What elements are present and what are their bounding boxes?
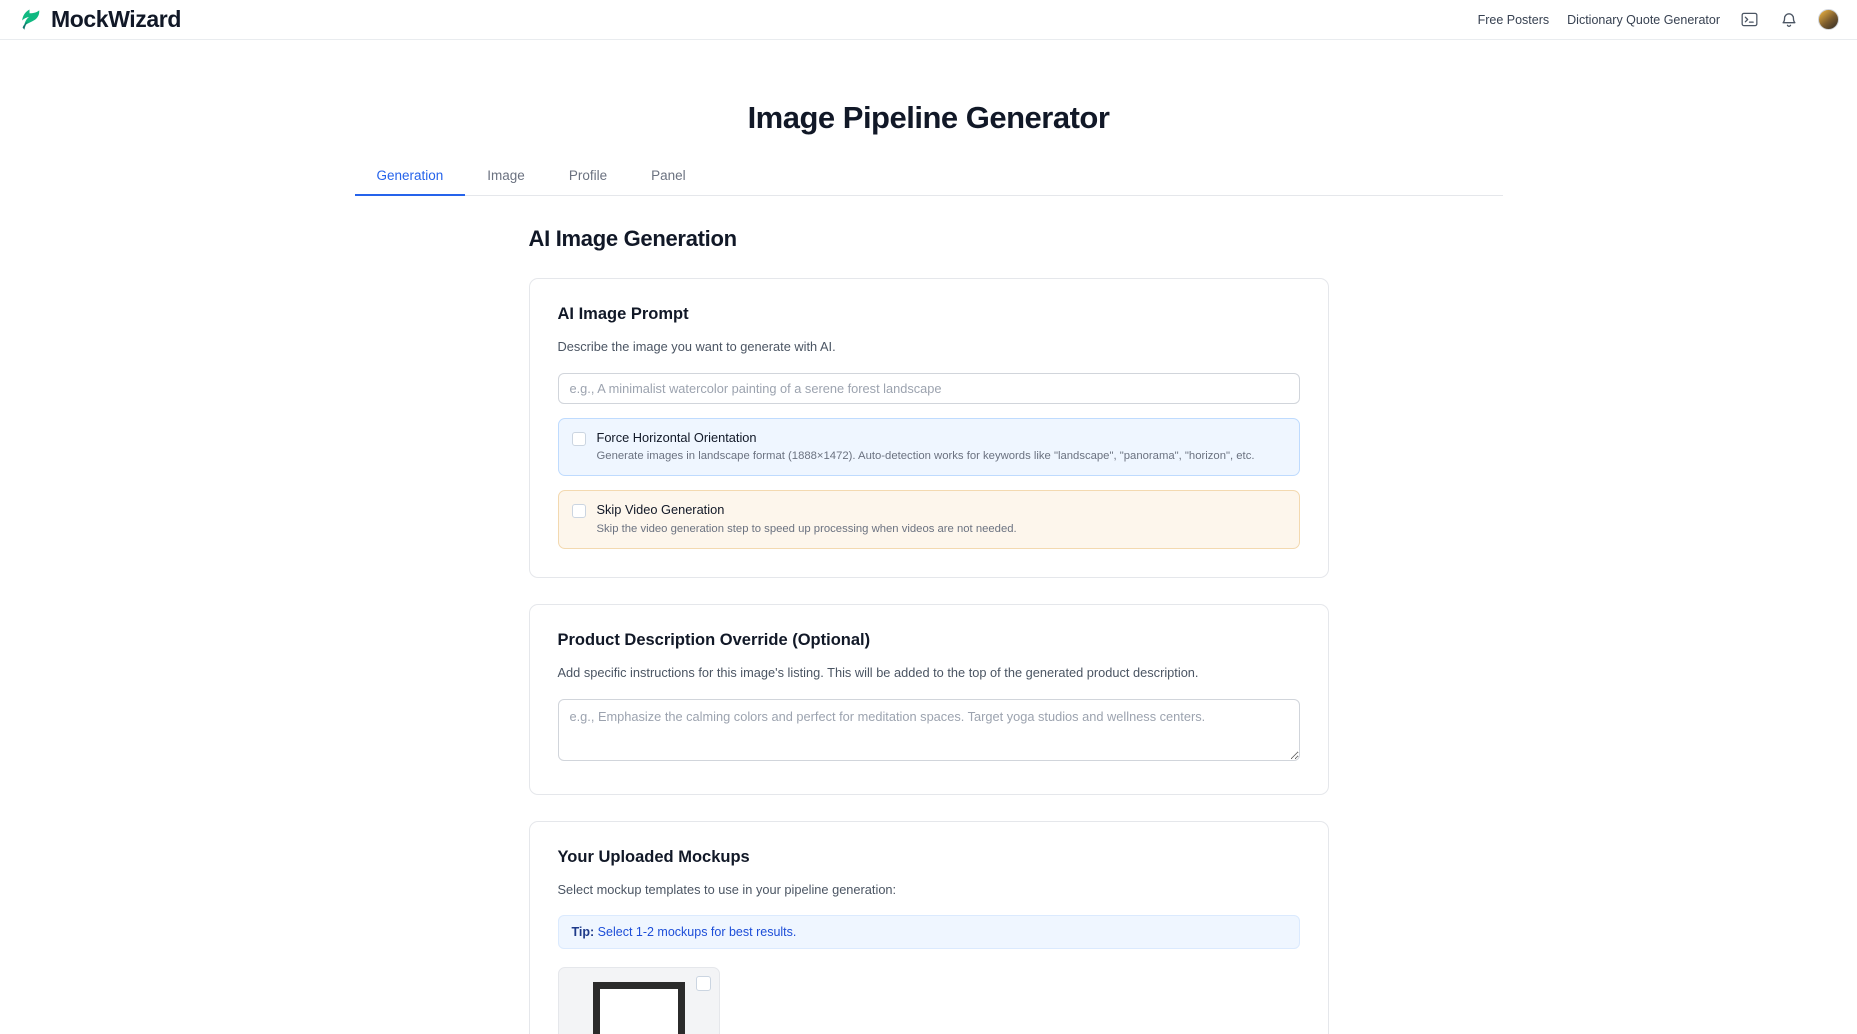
bell-icon[interactable]	[1778, 10, 1800, 30]
ai-image-prompt-card	[529, 278, 1329, 578]
uploaded-mockups-description: Select mockup templates to use in your pipeline generation:	[557, 881, 897, 897]
ai-image-prompt-description: Describe the image you want to generate with AI.	[557, 339, 836, 354]
force-horizontal-label: Force Horizontal Orientation	[596, 429, 757, 445]
force-horizontal-help: Generate images in landscape format (1888×1472). Auto-detection works for keywords like "landscape", "panorama", "horizon", etc.	[596, 450, 1255, 463]
ai-image-prompt-title: AI Image Prompt	[557, 305, 689, 323]
main-content	[529, 196, 1329, 1034]
top-navigation-bar	[0, 0, 1857, 40]
nav-link-free-posters[interactable]: Free Posters	[1477, 12, 1550, 27]
nav-right-group	[1478, 9, 1839, 30]
product-description-override-textarea[interactable]	[558, 699, 1300, 761]
tab-image[interactable]: Image	[465, 168, 547, 196]
product-description-override-description: Add specific instructions for this image's listing. This will be added to the top of the generated product description.	[557, 665, 1199, 681]
ai-prompt-input[interactable]	[558, 373, 1300, 404]
wizard-bolt-logo-icon	[18, 8, 42, 32]
option-skip-video-generation[interactable]	[558, 490, 1300, 549]
tab-bar	[355, 168, 1503, 196]
mockup-thumbnail-1[interactable]	[558, 967, 720, 1034]
section-title-ai-image-generation: AI Image Generation	[528, 226, 737, 251]
tab-panel[interactable]: Panel	[629, 168, 708, 196]
terminal-icon[interactable]	[1738, 10, 1760, 30]
brand-name: MockWizard	[51, 6, 181, 32]
brand-logo-group[interactable]	[18, 6, 181, 33]
skip-video-label: Skip Video Generation	[596, 502, 725, 518]
skip-video-checkbox[interactable]	[572, 504, 586, 518]
page-root	[0, 40, 1857, 1034]
page-title: Image Pipeline Generator	[747, 100, 1110, 135]
skip-video-help: Skip the video generation step to speed up processing when videos are not needed.	[596, 523, 1017, 536]
uploaded-mockups-title: Your Uploaded Mockups	[557, 847, 750, 866]
tab-profile[interactable]: Profile	[547, 168, 629, 196]
force-horizontal-checkbox[interactable]	[572, 432, 586, 446]
mockup-1-checkbox[interactable]	[696, 976, 711, 991]
user-avatar[interactable]	[1818, 9, 1839, 30]
uploaded-mockups-card	[529, 821, 1329, 1034]
mockup-1-frame-preview	[593, 982, 685, 1034]
tab-generation[interactable]: Generation	[355, 168, 466, 196]
mockup-grid	[558, 967, 1300, 1034]
mockups-tip-banner	[558, 915, 1300, 949]
mockups-tip-text: Select 1-2 mockups for best results.	[597, 925, 797, 940]
nav-link-dictionary-quote-generator[interactable]: Dictionary Quote Generator	[1567, 12, 1720, 27]
mockups-tip-label: Tip:	[571, 925, 595, 940]
product-description-override-title: Product Description Override (Optional)	[557, 631, 871, 650]
option-force-horizontal-orientation[interactable]	[558, 418, 1300, 477]
product-description-override-card	[529, 604, 1329, 795]
